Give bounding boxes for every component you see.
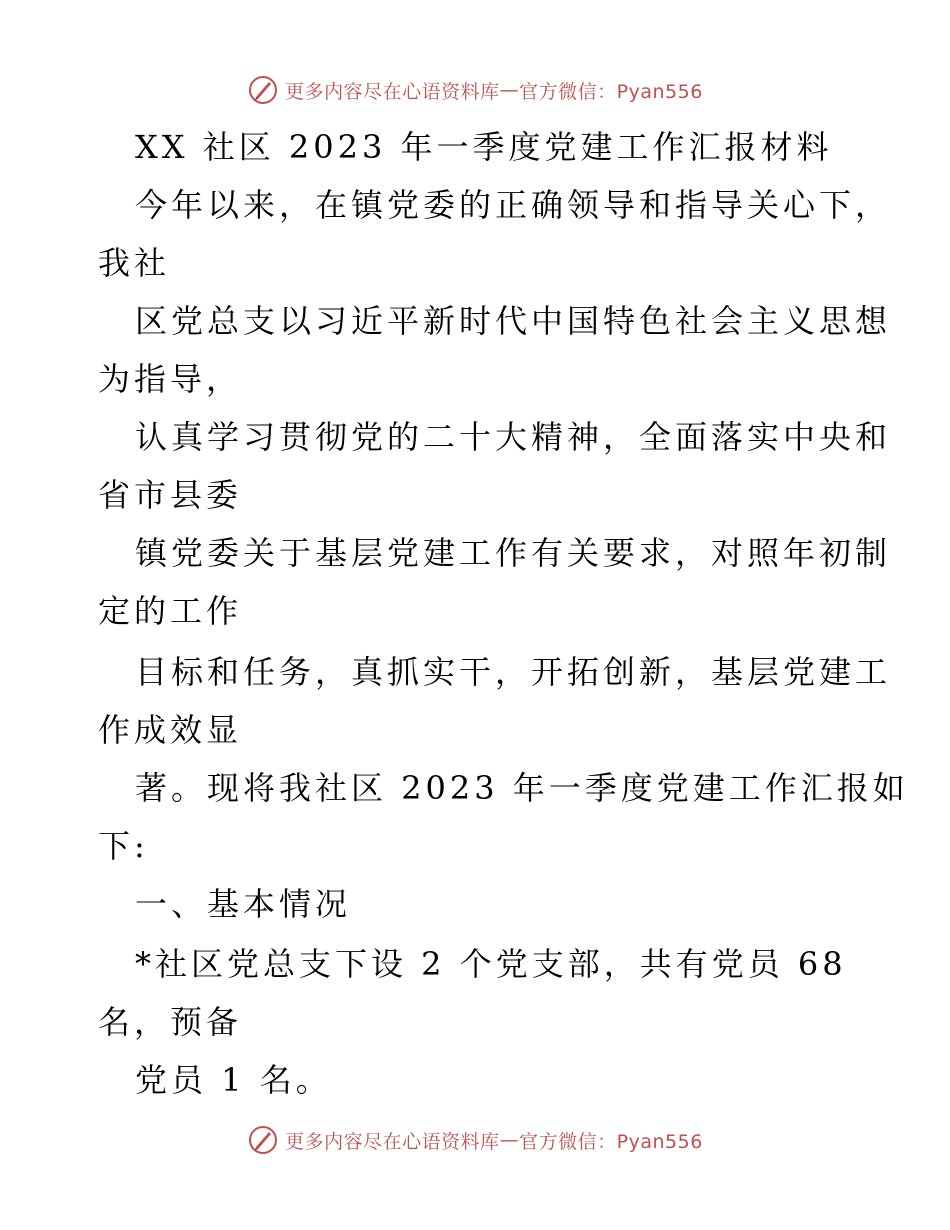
paragraph-line: 党员 1 名。 [135, 1061, 332, 1099]
paragraph-line: 区党总支以习近平新时代中国特色社会主义思想 [135, 302, 892, 340]
paragraph-line: 名，预备 [98, 1003, 243, 1041]
watermark-suffix: 官方微信：Pyan556 [519, 1130, 703, 1153]
quill-logo-icon [247, 1124, 279, 1156]
paragraph-line: 我社 [98, 244, 171, 282]
watermark-footer [0, 1120, 950, 1160]
watermark-text: 更多内容尽在心语资料库 [285, 80, 500, 103]
paragraph-line: *社区党总支下设 2 个党支部，共有党员 68 [135, 945, 847, 983]
paragraph-line: 下: [98, 827, 149, 865]
paragraph-line: 为指导， [98, 360, 243, 398]
watermark-text: 更多内容尽在心语资料库 [285, 1130, 500, 1153]
watermark-separator: — [499, 79, 520, 101]
watermark-header [0, 70, 950, 110]
paragraph-line: 省市县委 [98, 476, 243, 514]
section-heading: 一、基本情况 [135, 885, 352, 923]
paragraph-line: 著。现将我社区 2023 年一季度党建工作汇报如 [135, 769, 909, 807]
paragraph-line: 定的工作 [98, 592, 243, 630]
paragraph-line: 镇党委关于基层党建工作有关要求，对照年初制 [135, 534, 892, 572]
paragraph-line: 目标和任务，真抓实干，开拓创新，基层党建工 [135, 653, 892, 691]
paragraph-line: 作成效显 [98, 711, 243, 749]
paragraph-line: 认真学习贯彻党的二十大精神，全面落实中央和 [135, 418, 892, 456]
watermark-suffix: 官方微信：Pyan556 [519, 80, 703, 103]
paragraph-line: 今年以来，在镇党委的正确领导和指导关心下， [135, 186, 892, 224]
quill-logo-icon [247, 74, 279, 106]
watermark-separator: — [499, 1129, 520, 1151]
document-title: XX 社区 2023 年一季度党建工作汇报材料 [135, 128, 833, 166]
